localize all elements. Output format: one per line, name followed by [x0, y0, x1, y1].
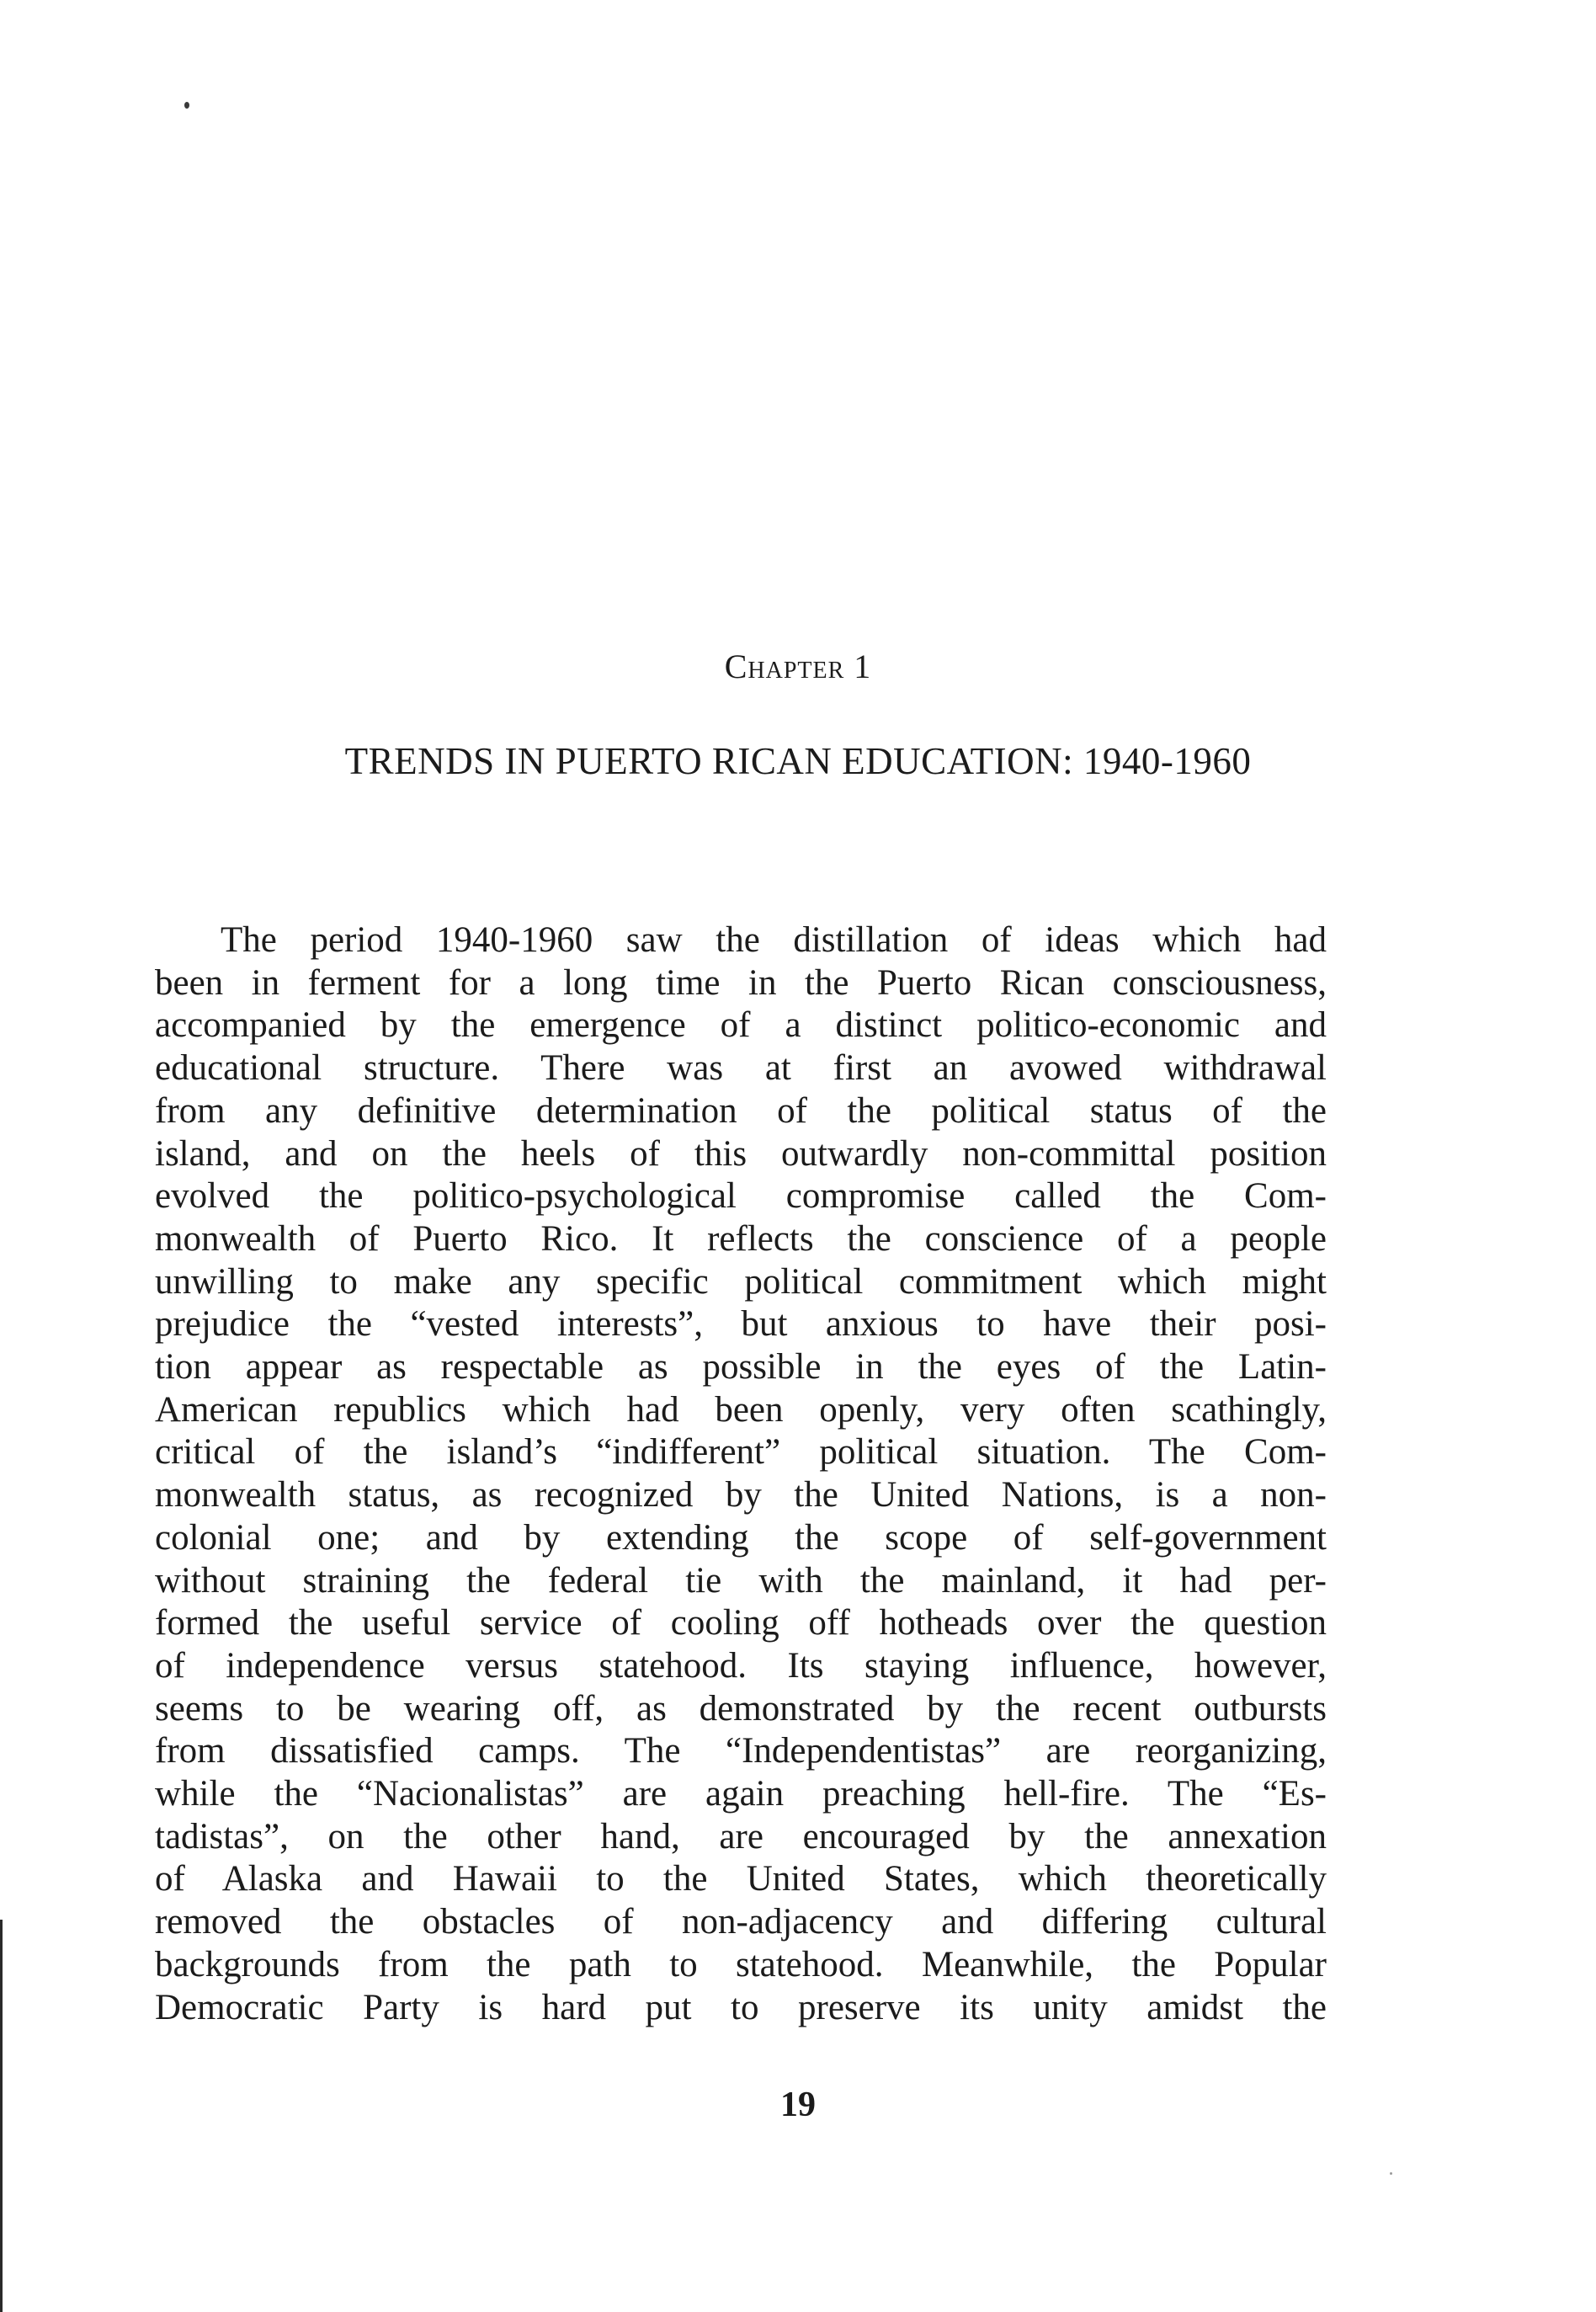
paragraph-line: evolved the politico-psychological compromise called the Com-: [155, 1176, 1327, 1217]
paragraph-line: colonial one; and by extending the scope of self-government: [155, 1517, 1327, 1558]
paragraph-line: monwealth status, as recognized by the United Nations, is a non-: [155, 1475, 1327, 1516]
ink-speck: [1390, 2172, 1392, 2175]
chapter-label: Chapter 1: [724, 647, 872, 685]
paragraph-line: Democratic Party is hard put to preserve its unity amidst the: [155, 1987, 1327, 2027]
paragraph-line: from any definitive determination of the political status of the: [155, 1090, 1327, 1131]
paragraph-line: without straining the federal tie with the mainland, it had per-: [155, 1560, 1327, 1601]
paragraph-line: educational structure. There was at first an avowed withdrawal: [155, 1048, 1327, 1089]
paragraph-line: removed the obstacles of non-adjacency and differing cultural: [155, 1902, 1327, 1942]
paragraph-line: monwealth of Puerto Rico. It reflects the conscience of a people: [155, 1218, 1327, 1259]
paragraph-line: seems to be wearing off, as demonstrated by the recent outbursts: [155, 1688, 1327, 1729]
paragraph-line: of Alaska and Hawaii to the United States, which theoretically: [155, 1859, 1327, 1899]
paragraph-line: been in ferment for a long time in the Puerto Rican consciousness,: [155, 962, 1327, 1003]
paragraph-line: of independence versus statehood. Its staying influence, however,: [155, 1645, 1327, 1686]
body-paragraph: [155, 919, 1327, 2029]
paragraph-line: tion appear as respectable as possible in the eyes of the Latin-: [155, 1347, 1327, 1388]
paragraph-line: backgrounds from the path to statehood. Meanwhile, the Popular: [155, 1944, 1327, 1984]
chapter-title: TRENDS IN PUERTO RICAN EDUCATION: 1940-1960: [344, 740, 1252, 782]
paragraph-line: island, and on the heels of this outwardly non-committal position: [155, 1133, 1327, 1174]
paragraph-line: unwilling to make any specific political commitment which might: [155, 1261, 1327, 1302]
paragraph-line: critical of the island’s “indifferent” political situation. The Com-: [155, 1432, 1327, 1473]
paragraph-line: The period 1940-1960 saw the distillation of ideas which had: [221, 920, 1327, 960]
paragraph-line: from dissatisfied camps. The “Independentistas” are reorganizing,: [155, 1731, 1327, 1771]
paragraph-line: prejudice the “vested interests”, but anxious to have their posi-: [155, 1304, 1327, 1345]
ink-speck: [184, 102, 189, 109]
paragraph-line: tadistas”, on the other hand, are encouraged by the annexation: [155, 1816, 1327, 1857]
paragraph-line: American republics which had been openly, very often scathingly,: [155, 1389, 1327, 1430]
paragraph-line: while the “Nacionalistas” are again preaching hell-fire. The “Es-: [155, 1774, 1327, 1814]
paragraph-line: formed the useful service of cooling off hotheads over the question: [155, 1603, 1327, 1643]
paragraph-line: accompanied by the emergence of a distinct politico-economic and: [155, 1005, 1327, 1046]
page-number: 19: [780, 2086, 816, 2124]
